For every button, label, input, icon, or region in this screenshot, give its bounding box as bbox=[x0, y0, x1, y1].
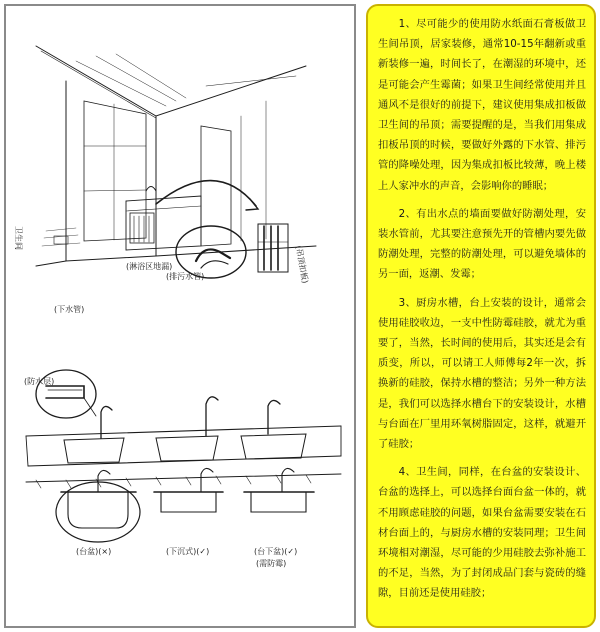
label-option-3: (台下盆)(✓) bbox=[254, 547, 298, 556]
kitchen-sink-sketch bbox=[26, 370, 341, 542]
tip-paragraph-2: 2、有出水点的墙面要做好防潮处理，安装水管前，尤其要注意预先开的管槽内要先做防潮处理，完整的防潮处理，可以避免墙体的另一面，返潮、发霉； bbox=[378, 207, 586, 281]
label-section: (防水层) bbox=[24, 377, 55, 386]
label-option-2: (下沉式)(✓) bbox=[166, 547, 210, 556]
sketch-illustration bbox=[4, 4, 356, 628]
label-ceiling: (吊顶扣板) bbox=[294, 244, 310, 285]
tip-paragraph-3: 3、厨房水槽，台上安装的设计，通常会使用硅胶收边，一支中性防霉硅胶，就尤为重要了，当然，长时间的使用后，其实还是会有质变，所以，可以请工人师傅每2年一次，拆换新的硅胶，保持水槽的整洁；另外一种方法是，我们可以选择水槽台下的安装设计，水槽与台面在厂里用环氧树脂固定，这样，就避开了硅胶； bbox=[378, 296, 586, 451]
hand-drawn-sketch bbox=[6, 6, 354, 626]
tips-text-panel bbox=[366, 4, 596, 628]
label-floor-drain: (下水管) bbox=[54, 305, 85, 314]
bathroom-perspective-sketch bbox=[36, 46, 316, 278]
label-pipe: (排污水管) bbox=[166, 272, 205, 281]
tip-paragraph-4: 4、卫生间，同样，在台盆的安装设计、台盆的选择上，可以选择台面台盆一体的，就不用顾虑硅胶的问题，如果台盆需要安装在石材台面上的，与厨房水槽的安装同理；卫生间环境相对潮湿，尽可能的少用硅胶去弥补施工的不足，当然，为了封闭成品门套与瓷砖的缝隙，目前还是使用硅胶； bbox=[378, 466, 586, 600]
tip-paragraph-1: 1、尽可能少的使用防水纸面石膏板做卫生间吊顶，居家装修，通常10-15年翻新或重新装修一遍，时间长了，在潮湿的环境中，还是可能会产生霉菌；如果卫生间经常使用并且通风不是很好的前提下，建议使用集成扣板做卫生间的吊顶；需要提醒的是，当我们用集成扣板吊顶的时候，要做好外露的下水管、排污管的降噪处理，因为集成扣板比较薄，晚上楼上人家冲水的声音，会影响你的睡眠； bbox=[378, 18, 586, 192]
label-option-1: (台盆)(×) bbox=[76, 547, 112, 556]
label-sink: (淋浴区地漏) bbox=[126, 262, 173, 271]
label-option-3-note: (需防霉) bbox=[256, 559, 287, 568]
label-bathroom: 卫生间 bbox=[14, 226, 23, 250]
